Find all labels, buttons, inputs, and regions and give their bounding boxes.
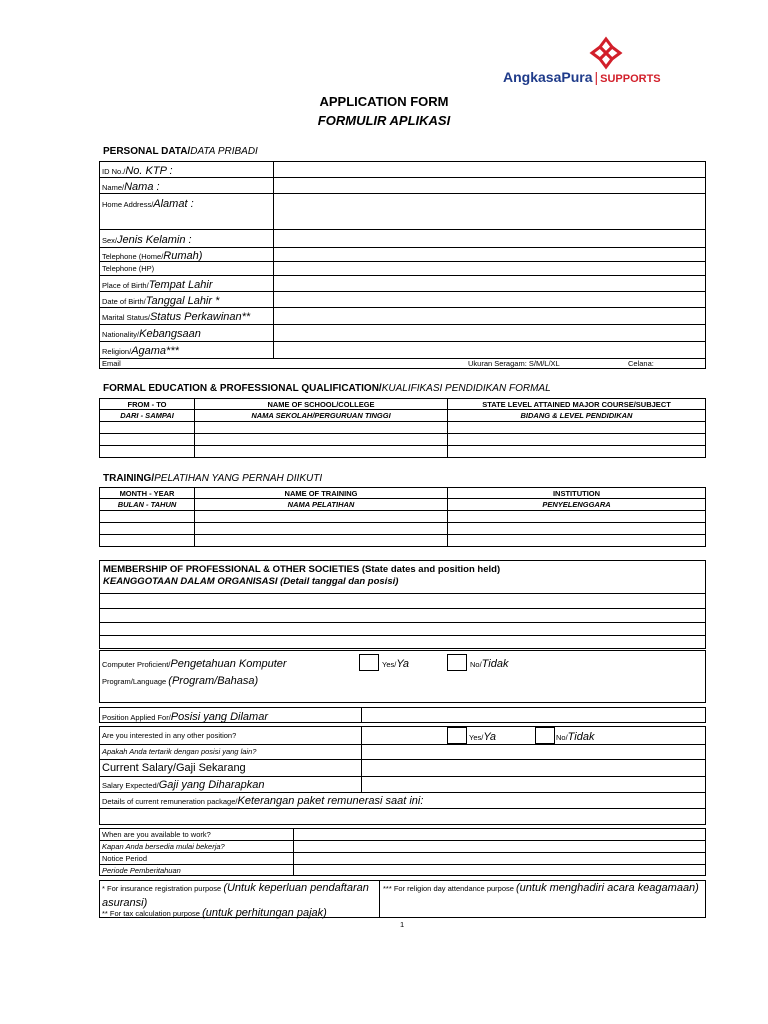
row-date-of-birth: Date of Birth/Tanggal Lahir *: [100, 292, 705, 308]
other-position-yes-checkbox[interactable]: [447, 727, 467, 744]
other-position-no-checkbox[interactable]: [535, 727, 555, 744]
table-row: [100, 422, 706, 434]
row-email: Email Ukuran Seragam: S/M/L/XL Celana:: [102, 359, 654, 368]
table-row: [100, 511, 706, 523]
other-position-question: Are you interested in any other position?: [102, 731, 237, 740]
form-title: [0, 94, 768, 130]
uniform-size-label: Ukuran Seragam: S/M/L/XL: [468, 359, 560, 368]
pants-size-label: Celana:: [628, 359, 654, 368]
row-name: Name/Nama :: [100, 178, 705, 194]
position-details-section: Are you interested in any other position? Yes/Ya No/Tidak Apakah Anda tertarik dengan posisi yang lain? Current Salary/Gaji Sekarang Salary Expected/Gaji yang Diharapkan Details of current remuneration package/Keterangan paket remunerasi saat ini:: [99, 726, 706, 825]
footnote-insurance: * For insurance registration purpose (Untuk keperluan pendaftaran asuransi): [102, 882, 369, 909]
row-sex: Sex/Jenis Kelamin :: [100, 230, 705, 248]
col-institution: INSTITUTION: [448, 488, 706, 499]
title-indonesian: FORMULIR APLIKASI: [317, 113, 451, 128]
row-marital-status: Marital Status/Status Perkawinan**: [100, 308, 705, 325]
row-religion: Religion/Agama***: [100, 342, 705, 359]
position-applied-row: Position Applied For/Posisi yang Dilamar: [99, 707, 706, 723]
row-telephone-hp: Telephone (HP): [100, 262, 705, 276]
computer-yes-checkbox[interactable]: [359, 654, 379, 671]
computer-section: Computer Proficient/Pengetahuan Komputer Program/Language (Program/Bahasa) Yes/Ya No/Tidak: [99, 650, 706, 703]
training-heading: TRAINING/PELATIHAN YANG PERNAH DIIKUTI: [103, 473, 323, 484]
brand-supports: SUPPORTS: [600, 73, 661, 85]
computer-no-checkbox[interactable]: [447, 654, 467, 671]
row-id-no: ID No./No. KTP :: [100, 162, 705, 178]
brand-divider: |: [594, 69, 599, 85]
footnote-religion: *** For religion day attendance purpose (untuk menghadiri acara keagamaan): [383, 882, 699, 894]
row-nationality: Nationality/Kebangsaan: [100, 325, 705, 342]
personal-data-heading: PERSONAL DATA/DATA PRIBADI: [103, 146, 258, 157]
col-month-year: MONTH - YEAR: [100, 488, 195, 499]
membership-title: MEMBERSHIP OF PROFESSIONAL & OTHER SOCIETIES (State dates and position held): [103, 564, 501, 575]
col-school: NAME OF SCHOOL/COLLEGE: [195, 399, 448, 410]
education-heading: FORMAL EDUCATION & PROFESSIONAL QUALIFICATION/KUALIFIKASI PENDIDIKAN FORMAL: [103, 383, 551, 394]
logo-mark-icon: [589, 36, 623, 70]
table-row: [100, 535, 706, 547]
availability-section: When are you available to work? Kapan Anda bersedia mulai bekerja? Notice Period Periode Pemberitahuan: [99, 828, 706, 876]
row-home-address: Home Address/Alamat :: [100, 194, 705, 230]
brand-name: AngkasaPura: [503, 69, 593, 85]
title-english: APPLICATION FORM: [319, 94, 449, 109]
company-logo: [503, 36, 683, 88]
col-training-name: NAME OF TRAINING: [195, 488, 448, 499]
training-table: MONTH - YEAR NAME OF TRAINING INSTITUTION BULAN - TAHUN NAMA PELATIHAN PENYELENGGARA: [99, 487, 706, 547]
footnotes-section: [99, 880, 706, 918]
personal-data-table: [99, 161, 706, 369]
current-salary-label: Current Salary/Gaji Sekarang: [102, 762, 246, 774]
col-from-to: FROM - TO: [100, 399, 195, 410]
footnote-tax: ** For tax calculation purpose (untuk perhitungan pajak): [102, 907, 327, 919]
table-row: [100, 446, 706, 458]
row-telephone-home: Telephone (Home/Rumah): [100, 248, 705, 262]
table-row: [100, 434, 706, 446]
membership-section: MEMBERSHIP OF PROFESSIONAL & OTHER SOCIETIES (State dates and position held) KEANGGOTAAN DALAM ORGANISASI (Detail tanggal dan posisi): [99, 560, 706, 649]
education-table: FROM - TO NAME OF SCHOOL/COLLEGE STATE LEVEL ATTAINED MAJOR COURSE/SUBJECT DARI - SAMPAI NAMA SEKOLAH/PERGURUAN TINGGI BIDANG & LEVEL PENDIDIKAN: [99, 398, 706, 458]
table-row: [100, 523, 706, 535]
page-number: 1: [400, 920, 405, 929]
col-level: STATE LEVEL ATTAINED MAJOR COURSE/SUBJECT: [448, 399, 706, 410]
row-place-of-birth: Place of Birth/Tempat Lahir: [100, 276, 705, 292]
